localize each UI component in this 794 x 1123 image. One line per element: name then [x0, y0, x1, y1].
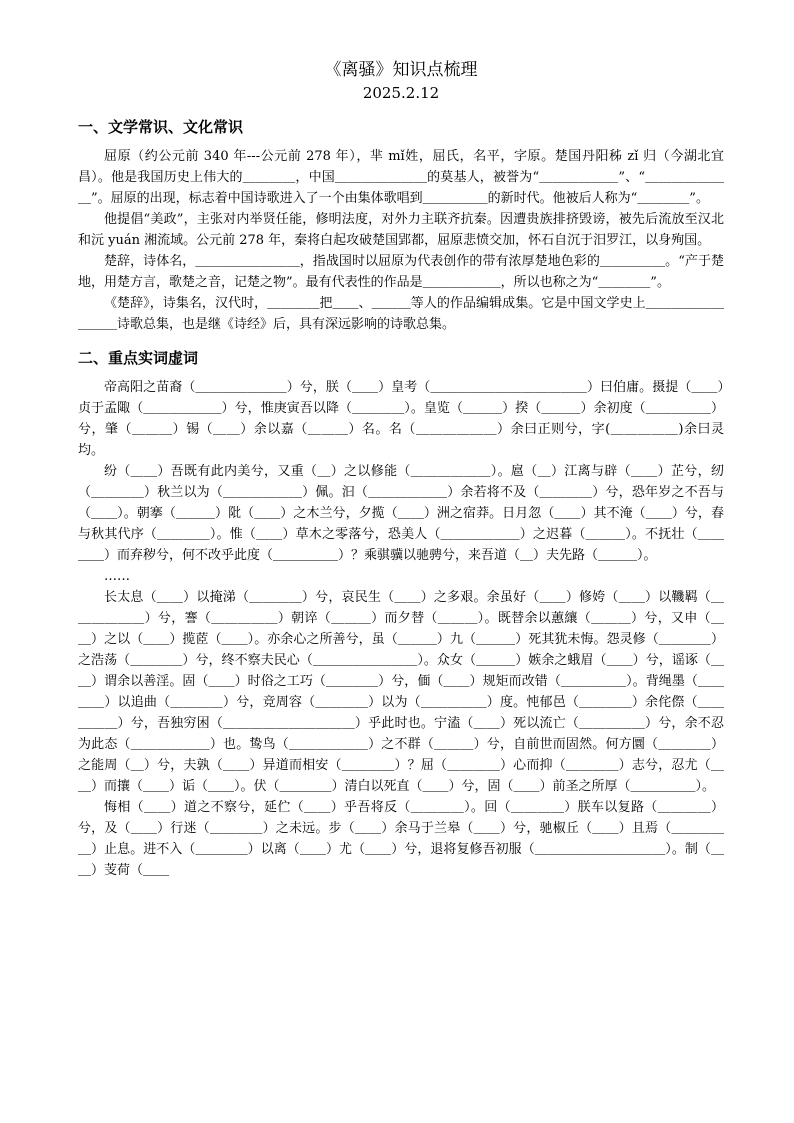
- section1-heading: 一、文学常识、文化常识: [78, 118, 244, 136]
- document-page: [78, 58, 724, 881]
- s2-ellipsis: ……: [104, 569, 130, 584]
- s1-paragraph-4: 《楚辞》，诗集名，汉代时，＿＿＿＿把＿＿、＿＿＿等人的作品编辑成集。它是中国文学史上＿＿＿＿＿＿＿＿＿诗歌总集，也是继《诗经》后，具有深远影响的诗歌总集。: [78, 296, 724, 332]
- s2-paragraph-3: 长太息（＿＿）以掩涕（＿＿＿＿）兮，哀民生（＿＿）之多艰。余虽好（＿＿）修姱（＿＿）以鞿羁（＿＿＿＿＿＿）兮，謇（＿＿＿＿＿）朝谇（＿＿＿）而夕替（＿＿＿）。既替余以蕙纕（＿＿＿）兮，又申（＿＿）之以（＿＿）揽茝（＿＿）。亦余心之所善兮，虽（＿＿＿）九（＿＿＿）死其犹未悔。怨灵修（＿＿＿＿）之浩荡（＿＿＿＿）兮，终不察夫民心（＿＿＿＿＿＿＿＿）。众女（＿＿＿）嫉余之蛾眉（＿＿）兮，谣诼（＿＿）谓余以善淫。固（＿＿）时俗之工巧（＿＿＿＿）兮，偭（＿＿）规矩而改错（＿＿＿＿＿）。背绳墨（＿＿＿＿）以追曲（＿＿＿＿）兮，竞周容（＿＿＿＿）以为（＿＿＿＿＿）度。忳郁邑（＿＿＿＿）余侘傺（＿＿＿＿＿）兮，吾独穷困（＿＿＿＿＿＿＿＿＿＿）乎此时也。宁溘（＿＿）死以流亡（＿＿＿＿＿）兮，余不忍为此态（＿＿＿＿＿＿）也。鸷鸟（＿＿＿＿＿＿）之不群（＿＿＿）兮，自前世而固然。何方圜（＿＿＿＿）之能周（＿）兮，夫孰（＿＿）异道而相安（＿＿＿＿）？屈（＿＿＿＿）心而抑（＿＿＿＿）志兮，忍尤（＿＿）而攘（＿＿）诟（＿＿）。伏（＿＿＿＿）清白以死直（＿＿）兮，固（＿＿）前圣之所厚（＿＿＿＿＿）。: [78, 590, 724, 794]
- s1-paragraph-3: 楚辞，诗体名，＿＿＿＿＿＿＿＿，指战国时以屈原为代表创作的带有浓厚楚地色彩的＿＿＿＿＿。“产于楚地，用楚方言，歌楚之音，记楚之物”。最有代表性的作品是＿＿＿＿＿＿，所以也称之为“＿＿＿＿”。: [78, 254, 724, 290]
- section2-heading: 二、重点实词虚词: [78, 349, 199, 367]
- s2-paragraph-2: 纷（＿＿）吾既有此内美兮，又重（＿）之以修能（＿＿＿＿＿＿）。扈（＿）江离与辟（＿＿）芷兮，纫（＿＿＿＿）秋兰以为（＿＿＿＿＿＿）佩。汩（＿＿＿＿＿＿）余若将不及（＿＿＿＿）兮，恐年岁之不吾与（＿＿）。朝搴（＿＿＿）阰（＿＿）之木兰兮，夕揽（＿＿）洲之宿莽。日月忽（＿＿）其不淹（＿＿）兮，春与秋其代序（＿＿＿＿）。惟（＿＿）草木之零落兮，恐美人（＿＿＿＿＿＿）之迟暮（＿＿＿）。不抚壮（＿＿＿＿）而弃秽兮，何不改乎此度（＿＿＿＿＿）？乘骐骥以驰骋兮，来吾道（＿）夫先路（＿＿＿）。: [78, 464, 724, 563]
- s1-paragraph-1: 屈原（约公元前 340 年---公元前 278 年），芈 mǐ姓，屈氏，名平，字原。楚国丹阳秭 zǐ 归（今湖北宜昌）。他是我国历史上伟大的＿＿＿＿，中国＿＿＿＿＿＿＿的莫基人，被誉为“＿＿＿＿＿＿”、“＿＿＿＿＿＿＿”。屈原的出现，标志着中国诗歌进入了一个由集体歌唱到＿＿＿＿＿的新时代。他被后人称为“＿＿＿＿”。: [78, 149, 724, 206]
- doc-title: 《离骚》知识点梳理: [324, 60, 478, 80]
- s2-paragraph-1: 帝高阳之苗裔（＿＿＿＿＿＿＿）兮，朕（＿＿）皇考（＿＿＿＿＿＿＿＿＿＿＿＿）曰伯庸。摄提（＿＿）贞于孟陬（＿＿＿＿＿＿）兮，惟庚寅吾以降（＿＿＿＿）。皇览（＿＿＿）揆（＿＿＿）余初度（＿＿＿＿＿）兮，肇（＿＿＿）锡（＿＿）余以嘉（＿＿＿）名。名（＿＿＿＿＿＿）余曰正则兮，字(＿＿＿＿＿)余曰灵均。: [78, 380, 724, 458]
- s2-paragraph-4: 悔相（＿＿）道之不察兮，延伫（＿＿）乎吾将反（＿＿＿＿）。回（＿＿＿＿）朕车以复路（＿＿＿＿）兮，及（＿＿）行迷（＿＿＿＿）之未远。步（＿＿）余马于兰皋（＿＿）兮，驰椒丘（＿＿）且焉（＿＿＿＿＿）止息。进不入（＿＿＿＿）以离（＿＿）尤（＿＿）兮，退将复修吾初服（＿＿＿＿＿＿＿＿＿＿）。制（＿＿）芰荷（＿＿: [78, 800, 724, 878]
- s1-paragraph-2: 他提倡“美政”，主张对内举贤任能，修明法度，对外力主联齐抗秦。因遭贵族排挤毁谤，被先后流放至汉北和沅 yuán 湘流域。公元前 278 年，秦将白起攻破楚国郢都，屈原悲愤交加，怀石自沉于汨罗江，以身殉国。: [78, 212, 724, 248]
- doc-date: 2025.2.12: [362, 84, 440, 102]
